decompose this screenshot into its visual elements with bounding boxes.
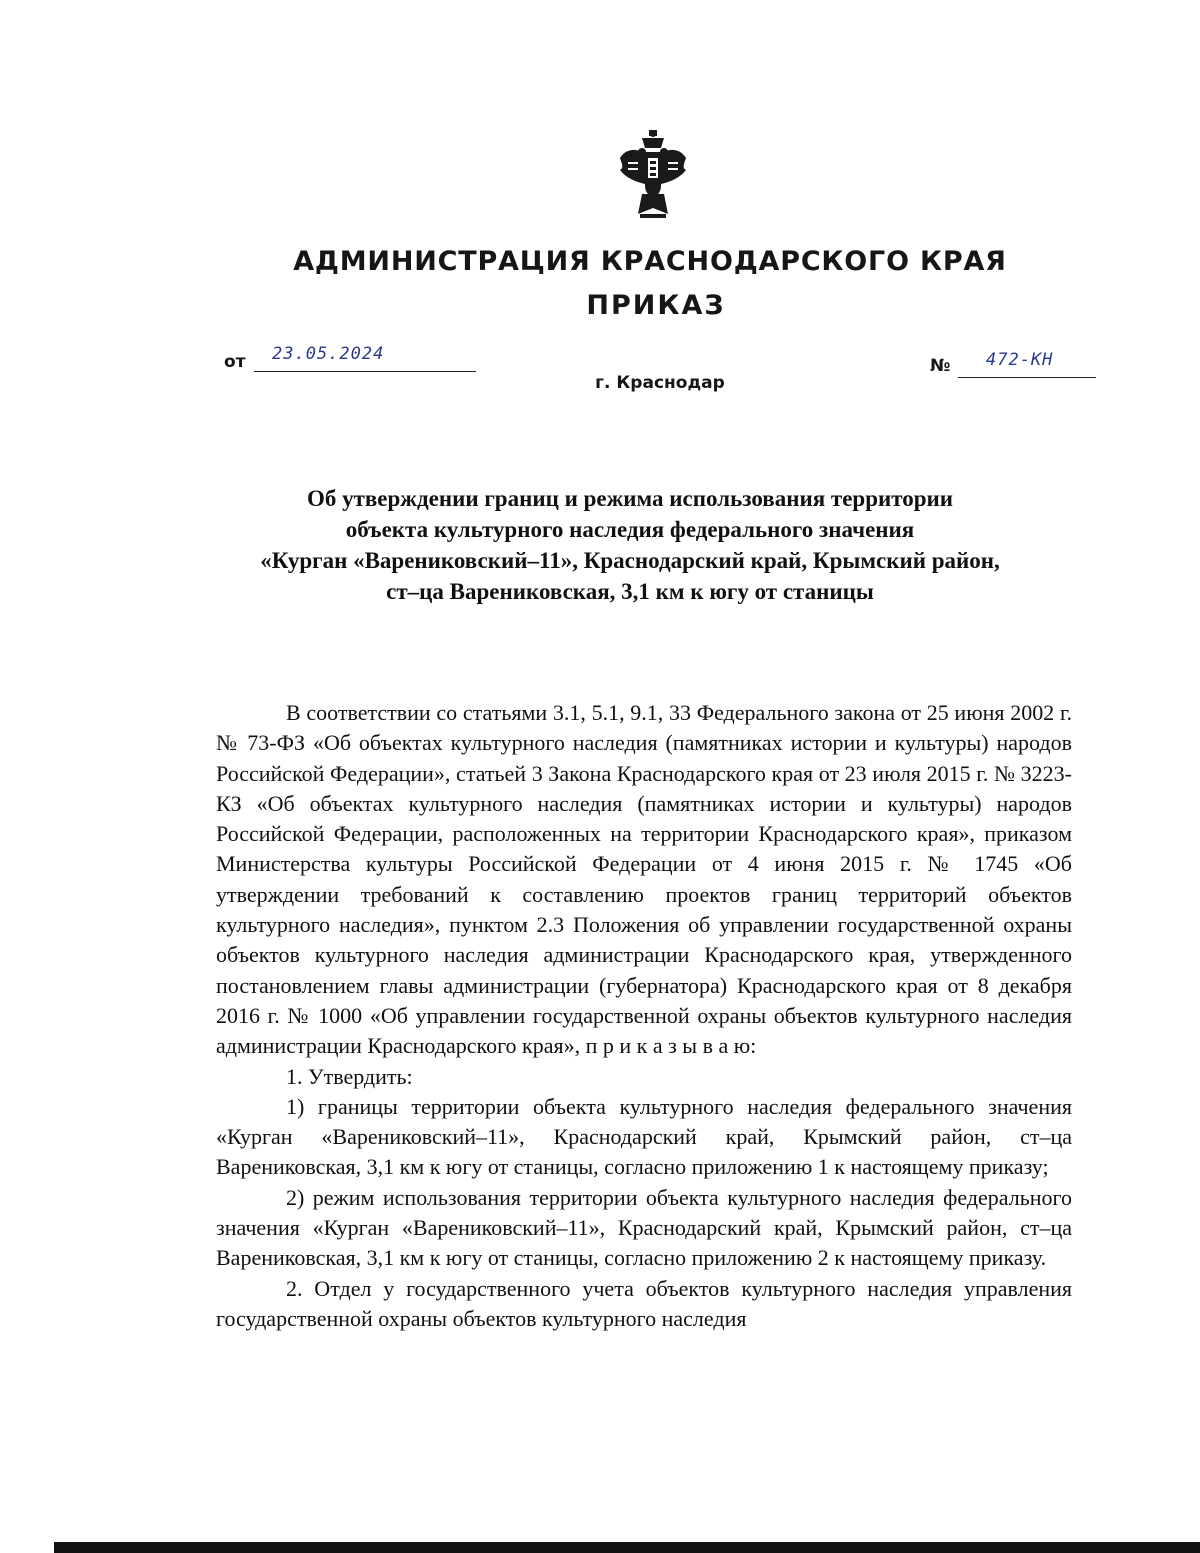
subject-line: «Курган «Варениковский–11», Краснодарский край, Крымский район,	[260, 548, 1000, 573]
subject-line: ст–ца Варениковская, 3,1 км к югу от станицы	[386, 579, 874, 604]
document-type-title: ПРИКАЗ	[586, 290, 726, 321]
date-label: от	[224, 352, 246, 372]
body-paragraph: 1. Утвердить:	[286, 1063, 413, 1089]
body-paragraph: 2) режим использования территории объекта культурного наследия федерального значения «Курган «Варениковский–11», Краснодарский край, Крымский район, ст–ца Варениковская, 3,1 км к югу от станицы, согласно приложению 2 к настоящему приказу.	[216, 1184, 1072, 1271]
body-paragraph: В соответствии со статьями 3.1, 5.1, 9.1, 33 Федерального закона от 25 июня 2002 г. № 73-ФЗ «Об объектах культурного наследия (памятниках истории и культуры) народов Российской Федерации», статьей 3 Закона Краснодарского края от 23 июля 2015 г. № 3223-КЗ «Об объектах культурного наследия (памятниках истории и культуры) народов Российской Федерации, расположенных на территории Краснодарского края», приказом Министерства культуры Российской Федерации от 4 июня 2015 г. № 1745 «Об утверждении требований к составлению проектов границ территорий объектов культурного наследия», пунктом 2.3 Положения об управлении государственной охраны объектов культурного наследия администрации Краснодарского края, утвержденного постановлением главы администрации (губернатора) Краснодарского края от 8 декабря 2016 г. № 1000 «Об управлении государственной охраны объектов культурного наследия администрации Краснодарского края», п р и к а з ы в а ю:	[216, 700, 1072, 1059]
date-handwritten: 23.05.2024	[272, 344, 385, 364]
number-handwritten: 472-КН	[986, 350, 1054, 370]
body-paragraph: 2. Отдел у государственного учета объектов культурного наследия управления государственной охраны объектов культурного наследия	[216, 1275, 1072, 1331]
city-label: г. Краснодар	[595, 373, 725, 393]
body-paragraph: 1) границы территории объекта культурного наследия федерального значения «Курган «Варениковский–11», Краснодарский край, Крымский район, ст–ца Варениковская, 3,1 км к югу от станицы, согласно приложению 1 к настоящему приказу;	[216, 1093, 1072, 1180]
coat-of-arms-icon	[612, 128, 694, 220]
document-body	[216, 698, 1072, 1334]
subject-line: Об утверждении границ и режима использования территории	[306, 486, 954, 511]
subject-line: объекта культурного наследия федерального значения	[345, 517, 915, 542]
organization-title: АДМИНИСТРАЦИЯ КРАСНОДАРСКОГО КРАЯ	[293, 246, 1007, 277]
number-label: №	[930, 356, 951, 376]
scan-edge-bar	[54, 1542, 1200, 1553]
document-subject	[200, 483, 1060, 607]
